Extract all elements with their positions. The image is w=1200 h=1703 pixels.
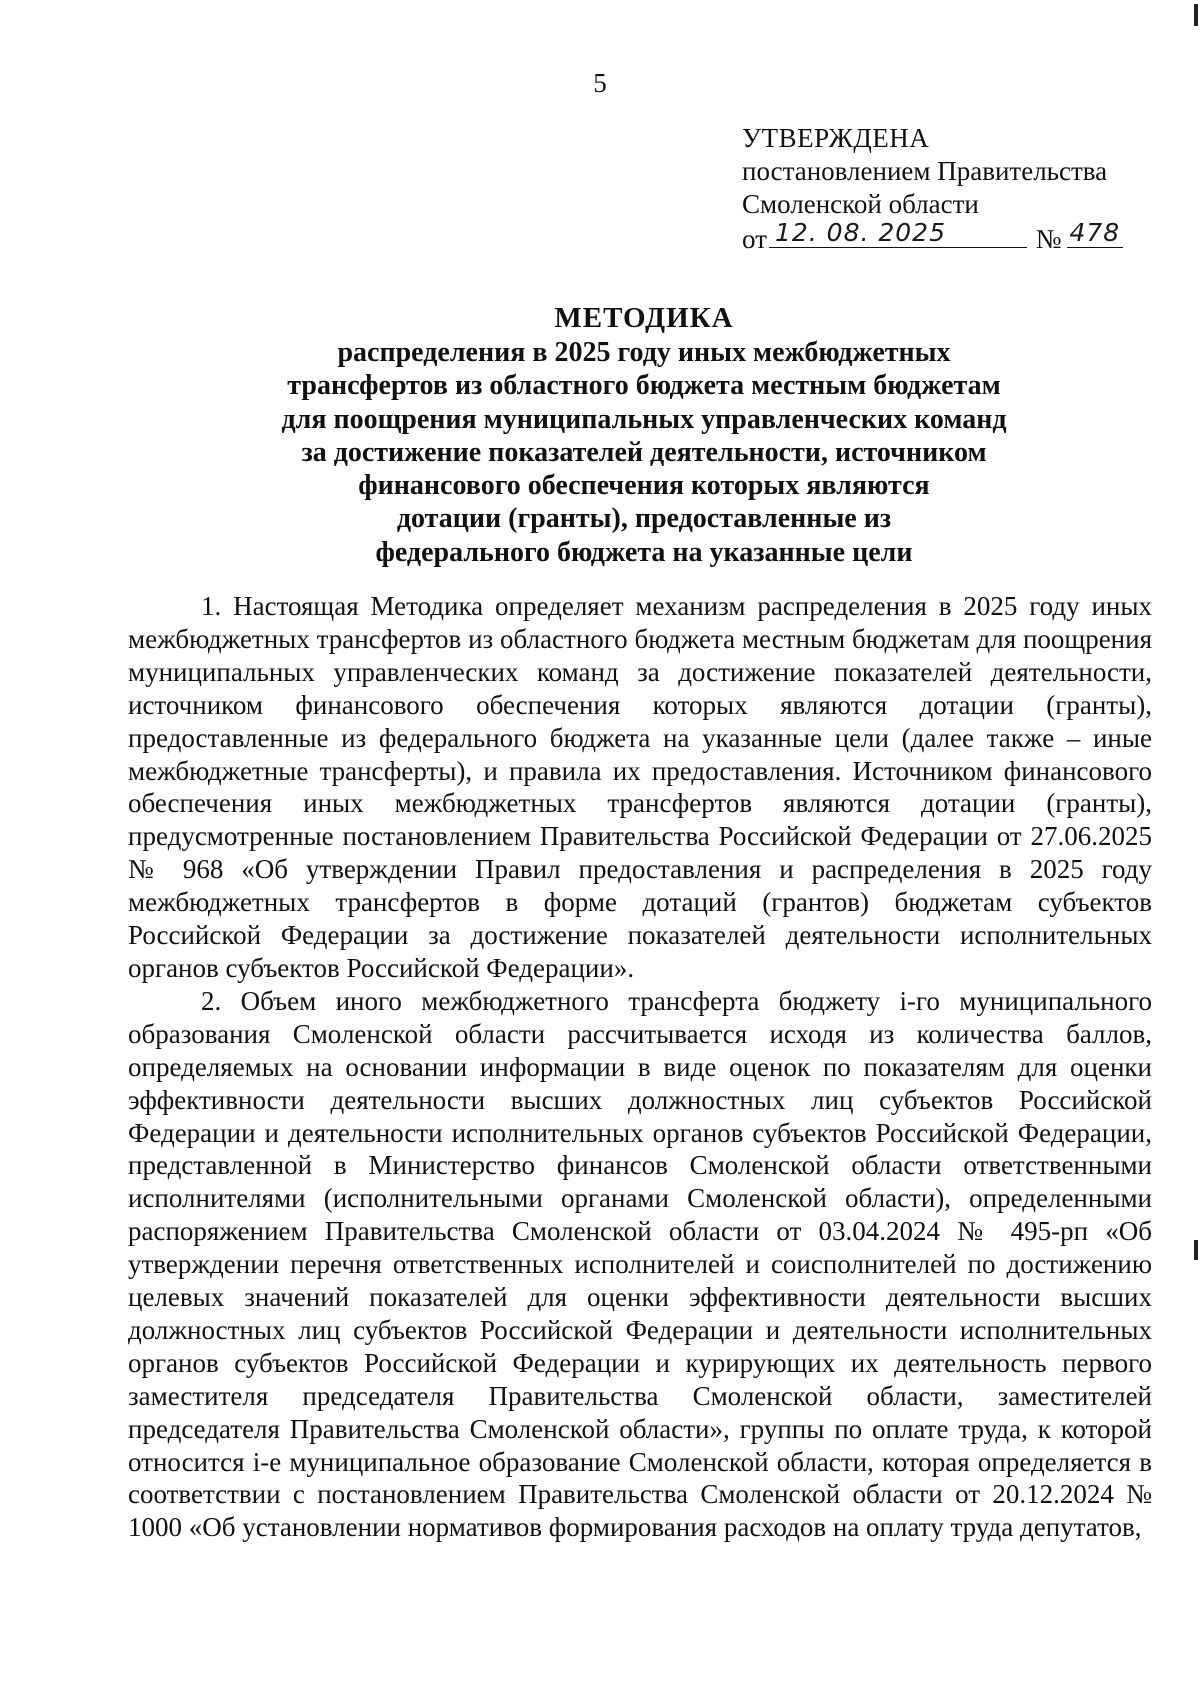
handwritten-number: 478 (1069, 218, 1121, 247)
number-sign: № (1035, 224, 1062, 254)
approval-stamp-block (742, 122, 1162, 255)
number-field (1067, 218, 1123, 248)
title-line: финансового обеспечения которых являются (358, 470, 930, 502)
title-line: дотации (гранты), предоставленные из (396, 503, 892, 535)
document-title (0, 300, 1200, 569)
paragraph-1: 1. Настоящая Методика определяет механизм распределения в 2025 году иных межбюджетных трансфертов из областного бюджета местным бюджетам для поощрения муниципальных управленческих команд за достижение показателей деятельности, источником финансового обеспечения которых являются дотации (гранты), предоставленные из федерального бюджета на указанные цели (далее также – иные межбюджетные трансферты), и правила их предоставления. Источником финансового обеспечения иных межбюджетных трансфертов являются дотации (гранты), предусмотренные постановлением Правительства Российской Федерации от 27.06.2025 № 968 «Об утверждении Правил предоставления и распределения в 2025 году межбюджетных трансфертов в форме дотаций (грантов) бюджетам субъектов Российской Федерации за достижение показателей деятельности исполнительных органов субъектов Российской Федерации». (128, 591, 1152, 983)
date-prefix: от (742, 224, 767, 254)
title-line: за достижение показателей деятельности, источником (301, 436, 987, 468)
page-number: 5 (593, 68, 607, 98)
title-line: распределения в 2025 году иных межбюджетных (337, 337, 951, 368)
date-field (769, 218, 1027, 248)
document-title-main: МЕТОДИКА (554, 302, 734, 334)
approval-line-2: Смоленской области (742, 189, 979, 219)
approval-title: УТВЕРЖДЕНА (742, 123, 930, 153)
title-line: трансфертов из областного бюджета местным бюджетам (287, 370, 1001, 402)
paragraph-2: 2. Объем иного межбюджетного трансферта бюджету i-го муниципального образования Смоленской области рассчитывается исходя из количества баллов, определяемых на основании информации в виде оценок по показателям для оценки эффективности деятельности высших должностных лиц субъектов Российской Федерации и деятельности исполнительных органов субъектов Российской Федерации, представленной в Министерство финансов Смоленской области ответственными исполнителями (исполнительными органами Смоленской области), определенными распоряжением Правительства Смоленской области от 03.04.2024 № 495-рп «Об утверждении перечня ответственных исполнителей и соисполнителей по достижению целевых значений показателей для оценки эффективности деятельности высших должностных лиц субъектов Российской Федерации и деятельности исполнительных органов субъектов Российской Федерации и курирующих их деятельность первого заместителя председателя Правительства Смоленской области, заместителей председателя Правительства Смоленской области», группы по оплате труда, к которой относится i-е муниципальное образование Смоленской области, которая определяется в соответствии с постановлением Правительства Смоленской области от 20.12.2024 № 1000 «Об установлении нормативов формирования расходов на оплату труда депутатов, (128, 985, 1152, 1543)
approval-date-line (742, 218, 1162, 255)
title-line: для поощрения муниципальных управленческих команд (281, 403, 1007, 435)
handwritten-date: 12. 08. 2025 (774, 218, 946, 247)
title-line: федерального бюджета на указанные цели (375, 536, 913, 568)
document-body (128, 590, 1152, 1544)
approval-line-1: постановлением Правительства (742, 156, 1108, 186)
scan-edge-mark (1194, 4, 1198, 26)
scan-edge-mark (1194, 1240, 1198, 1260)
